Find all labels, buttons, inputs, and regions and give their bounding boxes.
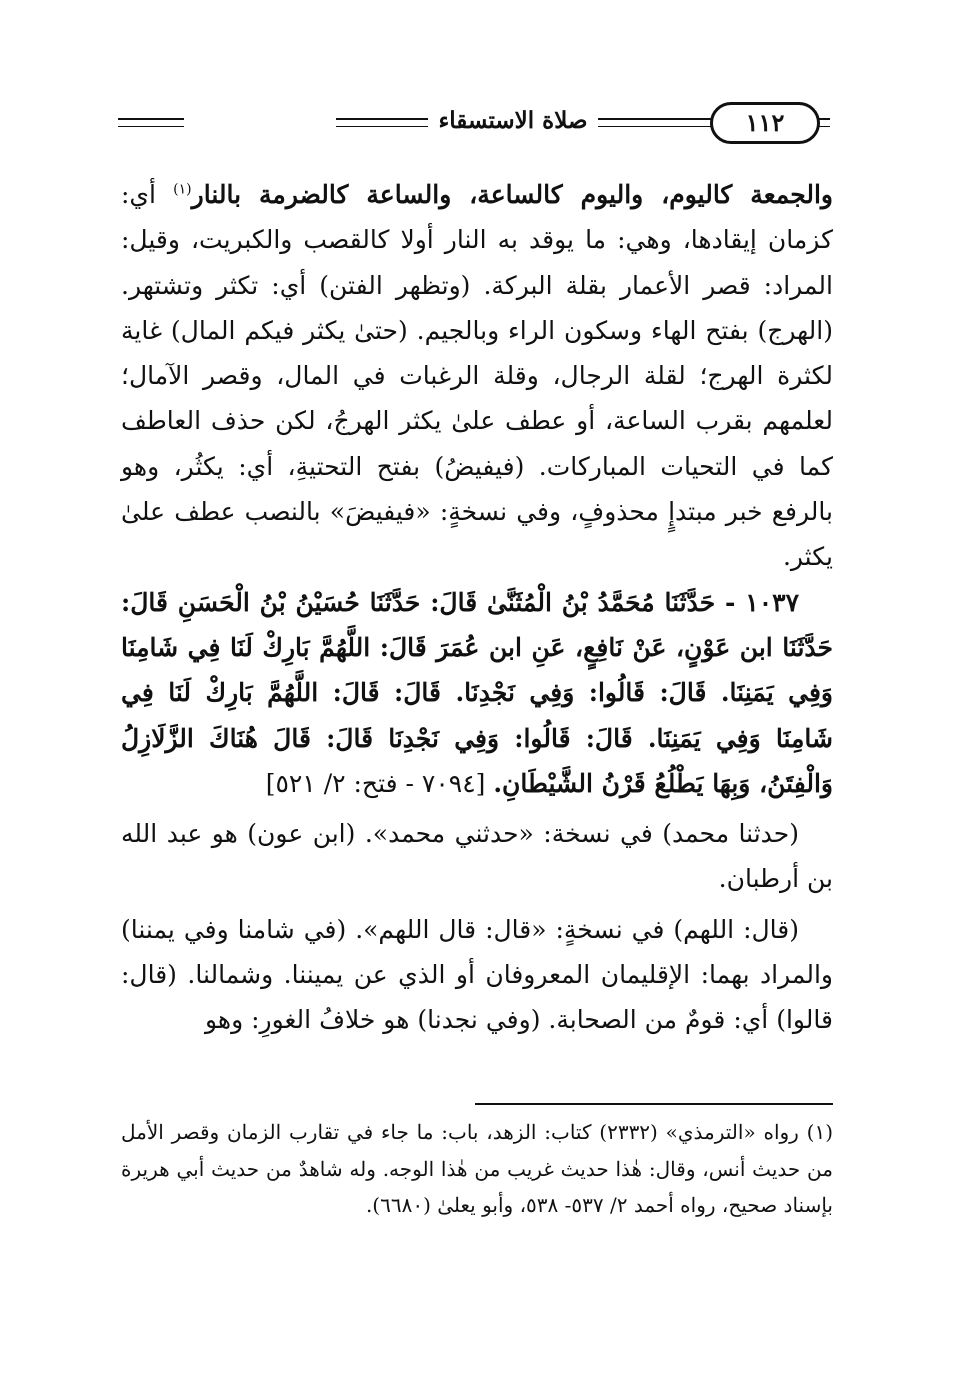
running-title: صلاة الاستسقاء xyxy=(428,106,598,136)
header-rule xyxy=(118,118,184,120)
commentary-paragraph: (قال: اللهم) في نسخةٍ: «قال: قال اللهم». (في شامنا وفي يمننا) والمراد بهما: الإقليمان المعروفان أو الذي عن يميننا. وشمالنا. (قال: قالوا) أي: قومٌ من الصحابة. (وفي نجدنا) هو خلافُ الغورِ: وهو xyxy=(121,914,833,1035)
main-text xyxy=(121,172,833,1043)
commentary-paragraph xyxy=(121,172,833,580)
header-rule xyxy=(118,126,184,127)
page-number: ١١٢ xyxy=(710,102,820,144)
hadith-text xyxy=(121,580,833,806)
hadith-reference: [٧٠٩٤ - فتح: ٢/ ٥٢١] xyxy=(265,768,494,798)
footnotes xyxy=(121,1114,833,1224)
footnote-reference[interactable]: (١) xyxy=(173,181,192,198)
quoted-matn: والجمعة كاليوم، واليوم كالساعة، والساعة كالضرمة بالنار xyxy=(191,180,833,209)
footnote-item: (١) رواه «الترمذي» (٢٣٣٢) كتاب: الزهد، باب: ما جاء في تقارب الزمان وقصر الأمل من حديث أنس، وقال: هٰذا حديث غريب من هٰذا الوجه. وله شاهدٌ من حديث أبي هريرة بإسناد صحيح، رواه أحمد ٢/ ٥٣٧- ٥٣٨، وأبو يعلىٰ (٦٦٨٠). xyxy=(121,1120,833,1217)
commentary-paragraph: (حدثنا محمد) في نسخة: «حدثني محمد». (ابن عون) هو عبد الله بن أرطبان. xyxy=(121,819,833,894)
hadith-body: ١٠٣٧ - حَدَّثَنَا مُحَمَّدُ بْنُ الْمُثَنَّىٰ قَالَ: حَدَّثَنَا حُسَيْنُ بْنُ الْحَسَنِ قَالَ: حَدَّثَنَا ابن عَوْنٍ، عَنْ نَافِعٍ، عَنِ ابن عُمَرَ قَالَ: اللَّهُمَّ بَارِكْ لَنَا فِي شَامِنَا وَفِي يَمَنِنَا. قَالَ: قَالُوا: وَفِي نَجْدِنَا. قَالَ: قَالَ: اللَّهُمَّ بَارِكْ لَنَا فِي شَامِنَا وَفِي يَمَنِنَا. قَالَ: قَالُوا: وَفِي نَجْدِنَا قَالَ: قَالَ هُنَاكَ الزَّلَازِلُ وَالْفِتَنُ، وَبِهَا يَطْلُعُ قَرْنُ الشَّيْطَانِ. xyxy=(121,587,833,798)
commentary-text: أي: كزمان إيقادها، وهي: ما يوقد به النار أولا كالقصب والكبريت، وقيل: المراد: قصر الأعمار بقلة البركة. (وتظهر الفتن) أي: تكثر وتشتهر. (الهرج) بفتح الهاء وسكون الراء وبالجيم. (حتىٰ يكثر فيكم المال) غاية لكثرة الهرج؛ لقلة الرجال، وقلة الرغبات في المال، وقصر الآمال؛ لعلمهم بقرب الساعة، أو عطف علىٰ يكثر الهرجُ، لكن حذف العاطف كما في التحيات المباركات. (فيفيضُ) بفتح التحتيةِ، أي: يكثُر، وهو بالرفع خبر مبتدإٍ محذوفٍ، وفي نسخةٍ: «فيفيضَ» بالنصب عطف علىٰ يكثر. xyxy=(121,180,833,572)
running-header xyxy=(118,96,830,156)
footnote-separator xyxy=(475,1103,833,1105)
